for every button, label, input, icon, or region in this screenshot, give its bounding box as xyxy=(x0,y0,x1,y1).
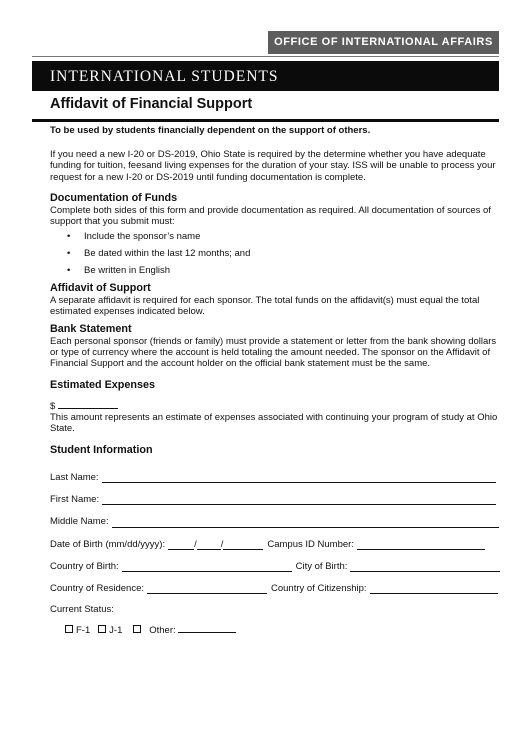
expenses-heading: Estimated Expenses xyxy=(50,379,156,392)
birth-year-field[interactable] xyxy=(220,538,263,550)
country-of-residence-field[interactable] xyxy=(147,583,267,594)
lead-text: To be used by students financially dependent on the support of others. xyxy=(50,125,371,136)
birthplace-row xyxy=(50,550,502,572)
documentation-heading: Documentation of Funds xyxy=(50,191,178,204)
list-item: • Include the sponsor’s name xyxy=(67,231,201,243)
country-of-birth-field[interactable] xyxy=(122,561,292,572)
middle-name-field[interactable] xyxy=(112,517,499,528)
first-name-field[interactable] xyxy=(102,494,496,505)
list-item: • Be dated within the last 12 months; and xyxy=(67,248,251,260)
campus-id-label: Campus ID Number: xyxy=(267,538,354,550)
country-of-citizenship-field[interactable] xyxy=(370,583,498,594)
documentation-list xyxy=(50,231,502,282)
birth-month-field[interactable] xyxy=(168,539,194,550)
last-name-label: Last Name: xyxy=(50,471,99,483)
expenses-amount-row xyxy=(50,398,502,413)
currency-symbol: $ xyxy=(50,401,56,413)
office-banner: OFFICE OF INTERNATIONAL AFFAIRS xyxy=(268,31,499,54)
first-name-row xyxy=(50,483,502,505)
expenses-amount-field[interactable] xyxy=(58,398,118,409)
j1-label: J-1 xyxy=(109,624,123,636)
j1-checkbox[interactable] xyxy=(98,625,106,633)
bullet-icon: • xyxy=(67,231,71,243)
birth-date-row xyxy=(50,528,502,550)
student-info-heading: Student Information xyxy=(50,443,153,456)
affidavit-heading: Affidavit of Support xyxy=(50,282,151,295)
country-of-residence-label: Country of Residence: xyxy=(50,583,144,595)
section-band: INTERNATIONAL STUDENTS xyxy=(32,61,499,91)
title-rule xyxy=(32,119,499,122)
intro-paragraph: If you need a new I-20 or DS-2019, Ohio State is required by the determine whether you have adequate funding for tuition, feesand living expenses for the duration of your stay. ISS will be unable to process your request for a new I-20 or DS-2019 until funding documentation is complete. xyxy=(50,149,496,183)
bank-text: Each personal sponsor (friends or family) must provide a statement or letter from the bank showing dollars or type of currency where the account is held totaling the amount needed. The sponsor on the Affidavit of Financial Support and the account holder on the official bank statement must be the same. xyxy=(50,335,497,370)
f1-label: F-1 xyxy=(76,624,91,636)
last-name-row xyxy=(50,461,502,483)
documentation-text: Complete both sides of this form and provide documentation as required. All documentation of sources of support that you submit must: xyxy=(50,204,491,228)
status-options xyxy=(50,622,502,636)
other-label: Other: xyxy=(149,624,176,636)
country-of-citizenship-label: Country of Citizenship: xyxy=(271,583,367,595)
header-divider xyxy=(32,56,499,57)
bank-heading: Bank Statement xyxy=(50,322,132,335)
campus-id-field[interactable] xyxy=(357,539,485,550)
first-name-label: First Name: xyxy=(50,494,100,506)
date-separator: / xyxy=(220,538,224,550)
country-of-birth-label: Country of Birth: xyxy=(50,560,119,572)
bullet-icon: • xyxy=(67,265,71,277)
form-body xyxy=(50,125,502,636)
other-status-field[interactable] xyxy=(178,622,236,633)
affidavit-text: A separate affidavit is required for each sponsor. The total funds on the affidavit(s) must equal the total estimated expenses indicated below. xyxy=(50,295,480,318)
middle-name-label: Middle Name: xyxy=(50,516,109,528)
expenses-text: This amount represents an estimate of expenses associated with continuing your program of study at Ohio State. xyxy=(50,412,498,435)
residence-row xyxy=(50,572,502,594)
birth-day-field[interactable] xyxy=(197,539,221,550)
current-status-label: Current Status: xyxy=(50,604,114,616)
page-title: Affidavit of Financial Support xyxy=(50,96,253,112)
bullet-icon: • xyxy=(67,248,71,260)
date-separator: / xyxy=(194,538,197,550)
city-of-birth-label: City of Birth: xyxy=(295,560,348,572)
last-name-field[interactable] xyxy=(102,472,496,483)
middle-name-row xyxy=(50,505,502,527)
other-checkbox[interactable] xyxy=(133,625,141,633)
birth-date-label: Date of Birth (mm/dd/yyyy): xyxy=(50,538,166,550)
list-item: • Be written in English xyxy=(67,265,171,277)
city-of-birth-field[interactable] xyxy=(350,561,500,572)
f1-checkbox[interactable] xyxy=(65,625,73,633)
